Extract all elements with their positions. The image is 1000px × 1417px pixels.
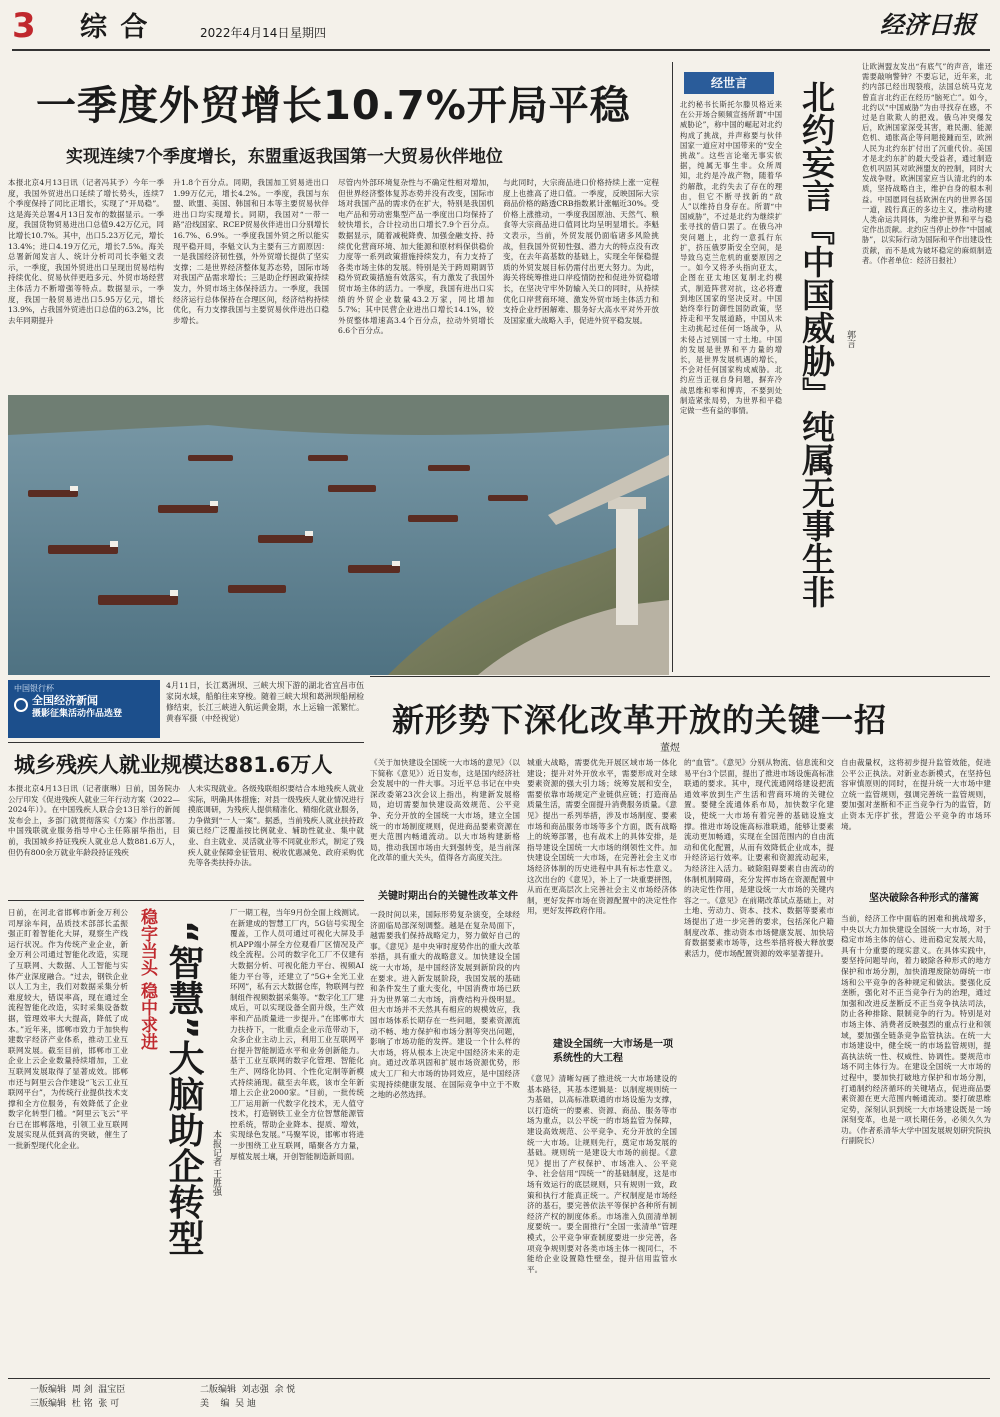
reform-column-1 [370, 758, 520, 1370]
smart-headline: “智慧”大脑助企转型 [163, 920, 204, 1256]
footer-rule [8, 1378, 990, 1379]
reform-col4b-text: 当前，经济工作中面临的困难和挑战增多，中央以大力加快建设全国统一大市场，对于稳定市场主体的信心、进而稳定发展大局，具有十分重要的现实意义。在具体实践中，要坚持问题导向，着力破除各种形式的地方保护和市场分割，加快清理废除妨碍统一市场和公平竞争的各种规定和做法。要强化反垄断，强化对不正当竞争行为的治理，通过加强和改进反垄断反不正当竞争执法司法，防止各种排除、限制竞争的行为。特别是对市场主体、消费者反映强烈的重点行业和领域，要加强全链条竞争监管执法。在统一大市场建设中，健全统一的市场监管规则，提高执法统一性、权威性、协调性。要规范市场不同主体行为。在建设全国统一大市场的过程中，要加快打破地方保护和市场分割，打通制约经济循环的关键堵点，促进商品要素资源在更大范围内畅通流动。要打破思维定势，深刻认识到统一大市场建设既是一场深刻变革，也是一项长期任务，必须久久为功。（作者系清华大学中国发展规划研究院执行副院长） [841, 914, 991, 1146]
commentary-headline: 北约妄言『中国威胁』纯属无事生非 [797, 80, 836, 608]
commentary-author: 郭言 [845, 330, 855, 348]
reform-subhead-2: 建设全国统一大市场是一项系统性的大工程 [553, 1039, 673, 1064]
smart-column-2: 厂一期工程，当年9月份全面上线测试。在新建成的智慧工厂内，5G信号实现全覆盖，工作人员可通过可视化大屏及手机APP端小屏全方位观看厂区情况及产线全流程。公司的数字化工厂不仅建有大数据分析、可视化能力平台、视频AI能力平台等，还建立了“5G+全光工业环网”，私有云大数据仓库，物联网与控制组件视频数据采集等。“数字化工厂建成后，可以实现设备全面升级，生产效率和产品质量进一步提升。”在邯郸市大力扶持下，一批重点企业示范带动下，众多企业主动上云，利用工业互联网平台提升智能制造水平和业务创新能力。基于工业互联网的数字化管理、智能化生产、网络化协同、个性化定制等新模式持续涌现。截至去年底，该市全年新增上云企业2000家。“目前，一批传统工厂运用新一代数字化技术，无人值守技术，打造钢铁工业全方位智慧能源管控系统，帮助企业降本、提质、增效，实现绿色发展。”马聚军说，邯郸市将进一步围绕工业互联网，瞄聚各方力量，厚植发展土壤，开创智能制造新局面。 [230, 908, 364, 1161]
reform-headline: 新形势下深化改革开放的关键一招 [392, 701, 888, 739]
smart-kicker: 稳字当头 稳中求进 [137, 908, 157, 1050]
reform-column-2 [527, 758, 677, 1370]
section-title: 综 合 [80, 12, 150, 43]
reform-subhead-3: 坚决破除各种形式的藩篱 [869, 893, 979, 904]
reform-author: 董煜 [660, 743, 680, 754]
footer-editors-left-2: 三版编辑 杜 铭 张 可 [30, 1399, 120, 1409]
footer-editors-left-1: 一版编辑 周 剑 温宝臣 [30, 1385, 126, 1395]
lead-subhead: 实现连续7个季度增长，东盟重返我国第一大贸易伙伴地位 [66, 147, 503, 167]
divider-smart [8, 900, 364, 901]
promo-line-2: 摄影征集活动作品选登 [32, 709, 123, 719]
reform-column-3: 的“血管”。《意见》分别从物流、信息流和交易平台3个层面，提出了推进市场设施高标准联通的要求。其中，现代流通网络建设把流通效率放到生产生活和营商环境的关键位置。要健全流通体系布局，加快数字化建设，使统一大市场有着完善的基础设施支撑。推进市场设施高标准联通，能够让要素流动更加畅通，实现在全国范围内的自由流动和优化配置，从而有效降低企业成本，提升经济运行效率。让要素和资源流动起来，为经济注入活力。破除阻碍要素自由流动的体制机制障碍，充分发挥市场在资源配置中的决定性作用，是建设统一大市场的关键内容之一。《意见》在前期改革试点基础上，对土地、劳动力、资本、技术、数据等要素市场提出了进一步完善的要求，包括深化户籍制度改革、推动资本市场健康发展、加快培育数据要素市场等，这些举措将极大释放要素活力，使市场配置资源的效率显著提升。 [684, 758, 834, 958]
promo-line-1: 全国经济新闻 [32, 694, 98, 707]
reform-col4-text: 自由裁量权，这将初步提升监管效能，促进公平公正执法。对新业态新模式，在坚持包容审慎原则的同时，在提升统一大市场中建立统一监管规则，强调完善统一监管规则，要加强对垄断和不正当竞争行为的监管，防止资本无序扩张，营造公平竞争的市场环境。 [841, 758, 991, 831]
photo-caption: 4月11日，长江葛洲坝、三峡大坝下游的湖北省宜昌市伍家岗水域，船舶往来穿梭。随着三峡大坝和葛洲坝船闸检修结束，长江三峡进入航运黄金期，水上运输一派繁忙。 黄春军摄（中经视觉） [166, 681, 364, 723]
page-header [0, 0, 1000, 52]
issue-weekday: 星期四 [290, 26, 327, 40]
footer-editors-mid-2: 美 编 吴 迪 [200, 1399, 257, 1409]
disability-headline: 城乡残疾人就业规模达881.6万人 [14, 753, 333, 777]
lead-column-3: 尽管内外部环境复杂性与不确定性相对增加，但世界经济整体复苏态势并没有改变，国际市场对我国产品的需求仍在扩大，特别是我国机电产品和劳动密集型产品一季度出口均保持了较快增长，合计拉动出口增长7.9个百分点。数据显示，随着减税降费、加强金融支持、持续优化营商环境、加大能源和原材料保供稳价力度等一系列政策措施持续发力，有力支持了各类市场主体的发展。特别是关于跨周期调节稳外贸政策措施有效落实，有力激发了我国外贸市场主体的活力。一季度，我国有进出口实绩的外贸企业数量43.2万家，同比增加5.7%；其中民营企业进出口增长14.1%，较外贸整体增速高3.4个百分点，拉动外贸增长6.6个百分点。 [338, 178, 494, 336]
issue-date: 2022年4月14日 [200, 26, 290, 40]
promo-badge-title: 中国银行杯 [14, 684, 54, 693]
reform-col1-text: 《关于加快建设全国统一大市场的意见》（以下简称《意见》）近日发布，这是国内经济社会发展中的一件大事。习近平总书记在中央深改委第23次会议上指出，构建新发展格局，迫切需要加快建设高效规范、公平竞争、充分开放的全国统一大市场，建立全国统一的市场制度规则，促进商品要素资源在更大范围内畅通流动。以大市场构建新格局，推动我国市场由大到强转变，是当前深化改革的重大关头，值得各方高度关注。 [370, 758, 520, 863]
promo-badge [8, 680, 160, 738]
page-number: 3 [12, 6, 36, 46]
masthead-logo: 经济日报 [880, 10, 976, 39]
lead-headline: 一季度外贸增长10.7%开局平稳 [36, 83, 631, 129]
smart-column-1: 日前，在河北省邯郸市新金万利公司厚涂车间，品质技术部部长孟振强正盯着智能化大屏，观察生产线运行状况。作为传统产业企业，新金万利公司通过智能化改造，实现了互联网、大数据、人工智能与实体产业深度融合。“过去，钢铁企业以人工为主，我们对数据采集分析难度较大，错误率高，现在通过全流程智能化改造，实时采集设备数据，管理效率大大提高，降低了成本。”近年来，邯郸市致力于加快构建数字经济产业体系，推动工业互联网发展。截至目前，邯郸市工业企业上云企业数量持续增加，工业互联网发展取得了显著成效。邯郸市还与阿里云合作建设“飞云工业互联网平台”，为传统行业提供技术支撑和全方位服务，有效降低了企业数字化转型门槛。“阿里云飞云”平台已在邯郸落地，引领工业互联网发展实现从低到高的突破，催生了一批新型现代化企业。 [8, 908, 128, 1151]
reform-col2-text: 城重大战略，需要优先开展区域市场一体化建设；提升对外开放水平，需要形成对全球要素资源的强大引力场；统筹发展和安全，需要依靠市场规定产业链供应链；打造商品质量生活，需要全面提升消费服务质量。《意见》提出一系列举措，涉及市场制度、要素市场和商品服务市场等多个方面，既有战略上的统筹部署，也有战术上的具体安排，是指导建设全国统一大市场的纲领性文件。加快建设全国统一大市场，在完善社会主义市场经济体制的历史进程中具有标志性意义。这次出台的《意见》，补上了一块重要拼图，从而在更高层次上完善社会主义市场经济体制，更好发挥市场在资源配置中的决定性作用，更好发挥政府作用。 [527, 758, 677, 916]
news-photo [8, 395, 669, 675]
commentary-column-label: 经世言 [684, 72, 774, 94]
reform-col2b-text: 《意见》清晰勾画了推进统一大市场建设的基本路径，其基本逻辑是：以制度规则统一为基础，以高标准联通的市场设施为支撑，以打造统一的要素、资源、商品、服务等市场为重点，以公平统一的市场监管为保障，建设高效规范、公平竞争、充分开放的全国统一大市场。让规则先行，奠定市场发展的基础。规则统一是建设大市场的前提。《意见》提出了产权保护、市场准入、公平竞争、社会信用“四统一”的基础制度，这是市场有效运行的底层规则，只有规则一致，政策和执行才能真正统一。产权制度是市场经济的基石，要完善依法平等保护各种所有制经济产权的制度体系。市场准入负面清单制度要统一。要全面推行“全国一张清单”管理模式，公平竞争审查制度要进一步完善，各项竞争规则要对各类市场主体一视同仁，不能给企业设置隐性壁垒，提升信用监管水平。 [527, 1074, 677, 1274]
reform-column-4 [841, 758, 991, 1370]
lead-column-4: 与此同时，大宗商品进口价格持续上涨一定程度上也推高了进口值。一季度，反映国际大宗商品价格的路透CRB指数累计涨幅近30%。受价格上涨推动，一季度我国原油、天然气、粮食等大宗商品进口值同比均呈明显增长。李魁文表示，当前，外贸发展仍面临诸多风险挑战，但我国外贸韧性强、潜力大的特点没有改变，在去年高基数的基础上，实现全年保稳提质的外贸发展目标仍需付出更大努力。为此，海关将统筹推进口岸疫情防控和促进外贸稳增长，在坚决守牢外防输入关口的同时，从持续优化口岸营商环境、激发外贸市场主体活力和支持企业纾困解难、服务好大高水平对外开放及国家重大战略入手，促进外贸平稳发展。 [503, 178, 659, 325]
divider-disability [8, 742, 364, 743]
disability-column-1: 本报北京4月13日讯（记者康琳）日前，国务院办公厅印发《促进残疾人就业三年行动方案（2022—2024年）》。在中国残疾人联合会13日举行的新闻发布会上，多部门就贯彻落实《方案》作出部署。中国残联就业服务指导中心主任陈丽华指出，目前，我国城乡持证残疾人就业总人数881.6万人，但仍有800余万就业年龄段持证残疾 [8, 784, 180, 857]
commentary-column-2: 让欧洲盟友发出“有底气”的声音，谁还需要敲响警钟？不要忘记，近年来，北约内部已经出现裂痕，法国总统马克龙曾直言北约正在经历“脑死亡”。如今，北约以“中国威胁”为由寻找存在感，不过是自欺欺人的把戏。俄乌冲突爆发后，欧洲国家深受其害，难民潮、能源危机、通胀高企等问题接踵而至，欧洲人民为北约东扩付出了沉重代价。美国才是北约东扩的最大受益者，通过制造危机巩固其对欧洲盟友的控制，同时大发战争财。欧洲国家应当认清北约的本质，坚持战略自主，维护自身的根本利益。中国愿同包括欧洲在内的世界各国一道，践行真正的多边主义，推动构建人类命运共同体，为维护世界和平与稳定作出贡献。北约应当停止炒作“中国威胁”，以实际行动为国际和平作出建设性贡献，而不是成为破坏稳定的麻烦制造者。（作者单位：经济日报社） [862, 62, 992, 265]
reform-subhead-1: 关键时期出台的关键性改革文件 [378, 891, 518, 902]
commentary-divider [672, 62, 673, 672]
header-rule [12, 49, 990, 51]
reform-col1b-text: 一段时间以来，国际形势复杂演变，全球经济面临局部深刻调整。越是在复杂局面下，越需要我们保持战略定力，努力做好自己的事。《意见》是中央审时度势作出的重大改革举措，具有重大的战略意义。加快建设全国统一大市场，是中国经济发展到新阶段的内在要求。进入新发展阶段，我国发展的基础和条件发生了重大变化，中国消费市场已跃升为世界第二大市场，消费结构升级明显。但大市场并不天然具有相应的规模效应，我国市场体系长期存在一些问题，要素资源流动不畅、地方保护和市场分割等突出问题，影响了市场功能的发挥。建设一个什么样的大市场，将从根本上决定中国经济未来的走向。通过改革巩固和扩展市场资源优势，形成大工厂和大市场的协同效应，是中国经济实现持续健康发展、在国际竞争中立于不败之地的必然选择。 [370, 910, 520, 1100]
divider-reform [370, 676, 990, 677]
lead-column-2: 升1.8个百分点。同期，我国加工贸易进出口1.99万亿元，增长4.2%。一季度，我国与东盟、欧盟、美国、韩国和日本等主要贸易伙伴进出口均实现增长。同期，我国对“一带一路”沿线国家、RCEP贸易伙伴进出口分别增长16.7%、6.9%。一季度我国外贸之所以能实现平稳开局，李魁文认为主要有三方面原因：一是我国经济韧性强，外外贸增长提供了坚实支撑；二是世界经济整体复苏态势，国际市场对我国产品需求增长；三是助企纾困政策持续发力，外贸市场主体保持活力。一季度，我国经济运行总体保持在合理区间，经济结构持续优化，有力支撑我国与主要贸易伙伴进出口稳步增长。 [173, 178, 329, 325]
commentary-column-1: 北约秘书长斯托尔滕贝格近来在公开场合频频宣扬所谓“中国威胁论”，称中国的崛起对北约构成了挑战，并声称要与伙伴国家一道应对中国带来的“安全挑战”。这些言论毫无事实依据，纯属无事生非。众所周知，北约是冷战产物，随着华约解散，北约失去了存在的理由，但它不断寻找新的“敌人”以维持自身存在。所谓“中国威胁”，不过是北约为继续扩张寻找的借口罢了。在俄乌冲突问题上，北约一意孤行东扩，挤压俄罗斯安全空间，是导致乌克兰危机的重要原因之一。如今又将矛头指向亚太，企图在亚太地区复制北约模式，制造阵营对抗，这必将遭到地区国家的坚决反对。中国始终奉行防御性国防政策，坚持走和平发展道路，中国从未主动挑起过任何一场战争，从未侵占过别国一寸土地。中国的发展是世界和平力量的增长，是世界发展机遇的增长，不会对任何国家构成威胁。北约应当正视自身问题，摒弃冷战思维和零和博弈，不要到处制造紧张局势，为世界和平稳定做一些有益的事情。 [680, 100, 782, 416]
footer-editors-mid-1: 二版编辑 刘志强 余 悦 [200, 1385, 296, 1395]
river-photo-image [8, 395, 669, 675]
lead-column-1: 本报北京4月13日讯（记者冯其予）今年一季度，我国外贸进出口延续了增长势头，连续7个季度保持了同比正增长，实现了“开局稳”。这是海关总署4月13日发布的数据显示。一季度，我国货物贸易进出口总值9.42万亿元，同比增长10.7%。其中，出口5.23万亿元，增长13.4%；进口4.19万亿元，增长7.5%。海关总署新闻发言人、统计分析司司长李魁文表示，一季度，我国外贸进出口呈现出贸易结构持续优化、贸易伙伴更趋多元、外贸市场经营主体活力不断增强等特点。数据显示，一季度，我国一般贸易进出口5.95万亿元，增长13.9%，占我国外贸进出口总值的63.2%，比去年同期提升 [8, 178, 164, 325]
camera-icon [14, 698, 28, 712]
smart-byline: 本报记者 王胜强 [211, 1130, 221, 1196]
disability-column-2: 人未实现就业。各级残联组织要结合本地残疾人就业实际，明确具体措施；对县一级残疾人就业情况进行摸底调研，为残疾人提供精准化、精细化就业服务，力争做到“一人一案”。据悉，当前残疾人就业扶持政策已经广泛覆盖按比例就业、辅助性就业、集中就业、自主就业、灵活就业等不同就业形式，制定了残疾人就业保障金征管用、税收优惠减免、政府采购优先等各类扶持办法。 [188, 784, 364, 868]
